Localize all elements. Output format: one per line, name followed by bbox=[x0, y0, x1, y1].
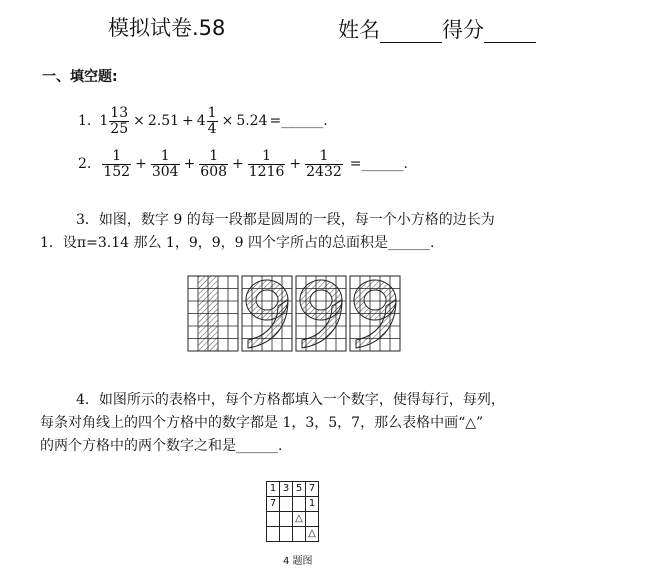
digit-1-grid bbox=[188, 276, 238, 351]
score-blank bbox=[484, 18, 536, 43]
grid-cell bbox=[293, 497, 306, 512]
digit-9-grid-3 bbox=[350, 276, 400, 351]
question-2 bbox=[78, 149, 408, 179]
grid-cell: 1 bbox=[306, 497, 319, 512]
q4-line-2: 每条对角线上的四个方格中的数字都是 1，3，5，7，那么表格中画“△” bbox=[40, 415, 484, 431]
grid-cell bbox=[293, 527, 306, 542]
q2-frac-num: 1 bbox=[248, 149, 286, 165]
grid-cell: 1 bbox=[267, 482, 280, 497]
q2-plus: + bbox=[135, 156, 147, 173]
q1-times-1: × bbox=[133, 113, 145, 130]
q1-whole-2: 4 bbox=[196, 113, 206, 130]
q1-fraction-1 bbox=[109, 106, 129, 136]
q2-plus: + bbox=[183, 156, 196, 173]
q1-frac2-den: 4 bbox=[207, 120, 217, 137]
score-label bbox=[442, 14, 536, 44]
q2-frac-num: 1 bbox=[305, 149, 343, 165]
digits-1999-figure bbox=[186, 275, 408, 353]
q1-times-2: × bbox=[221, 113, 234, 130]
grid-row bbox=[267, 527, 319, 542]
q1-factor-1: 2.51 bbox=[147, 113, 180, 130]
grid-cell bbox=[280, 527, 293, 542]
q2-frac-den: 152 bbox=[103, 163, 131, 180]
q2-fraction-2 bbox=[151, 149, 180, 179]
q1-factor-2: 5.24 bbox=[236, 113, 268, 130]
q1-frac2-num: 1 bbox=[207, 105, 217, 121]
q2-answer-blank: =______. bbox=[349, 156, 408, 173]
q1-frac1-den: 25 bbox=[110, 120, 129, 137]
q3-line-2: 1．设π=3.14 那么 1，9，9，9 四个字所占的总面积是______. bbox=[40, 235, 435, 251]
q1-frac1-num: 13 bbox=[110, 105, 129, 121]
q2-frac-num: 1 bbox=[199, 149, 228, 165]
name-label-text: 姓名 bbox=[338, 18, 380, 42]
q2-plus: + bbox=[232, 156, 244, 173]
q3-line-1: 3．如图，数字 9 的每一段都是圆周的一段，每一个小方格的边长为 bbox=[76, 212, 495, 228]
q2-fraction-5 bbox=[305, 149, 343, 179]
name-blank bbox=[380, 18, 442, 43]
q4-line-3: 的两个方格中的两个数字之和是______. bbox=[40, 438, 283, 454]
section-heading: 一、填空题: bbox=[42, 69, 118, 85]
grid-cell bbox=[306, 512, 319, 527]
q2-frac-num: 1 bbox=[102, 149, 131, 165]
q2-plus: + bbox=[289, 156, 302, 173]
q1-whole-1: 1 bbox=[99, 113, 109, 130]
grid-row bbox=[267, 482, 319, 497]
q4-line-1: 4．如图所示的表格中，每个方格都填入一个数字，使得每行，每列， bbox=[76, 392, 505, 408]
score-label-text: 得分 bbox=[442, 18, 484, 42]
number-grid bbox=[266, 481, 319, 542]
digit-9-grid-1 bbox=[242, 276, 292, 351]
grid-row bbox=[267, 497, 319, 512]
grid-cell: △ bbox=[306, 527, 319, 542]
grid-cell: 3 bbox=[280, 482, 293, 497]
q2-fraction-3 bbox=[199, 149, 228, 179]
grid-cell bbox=[280, 512, 293, 527]
q1-fraction-2 bbox=[207, 106, 218, 136]
q1-answer-blank: =______. bbox=[269, 113, 328, 130]
q1-number: 1. bbox=[78, 113, 92, 130]
q2-frac-den: 304 bbox=[151, 163, 179, 180]
grid-cell bbox=[280, 497, 293, 512]
q2-number: 2. bbox=[78, 156, 92, 173]
q2-fraction-1 bbox=[102, 149, 131, 179]
grid-cell: 5 bbox=[293, 482, 306, 497]
grid-cell: 7 bbox=[267, 497, 280, 512]
q2-frac-den: 608 bbox=[200, 163, 228, 180]
q2-frac-den: 1216 bbox=[248, 163, 285, 180]
grid-cell: △ bbox=[293, 512, 306, 527]
name-label bbox=[338, 14, 442, 44]
q2-frac-den: 2432 bbox=[306, 163, 342, 180]
digit-9-grid-2 bbox=[296, 276, 346, 351]
q2-fraction-4 bbox=[248, 149, 286, 179]
grid-cell bbox=[267, 512, 280, 527]
grid-cell bbox=[267, 527, 280, 542]
grid-cell: 7 bbox=[306, 482, 319, 497]
question-1 bbox=[78, 106, 328, 136]
q1-plus: + bbox=[182, 113, 194, 130]
grid-row bbox=[267, 512, 319, 527]
page-title: 模拟试卷.58 bbox=[108, 16, 226, 40]
figure-caption: 4 题图 bbox=[283, 556, 313, 567]
q2-frac-num: 1 bbox=[151, 149, 180, 165]
